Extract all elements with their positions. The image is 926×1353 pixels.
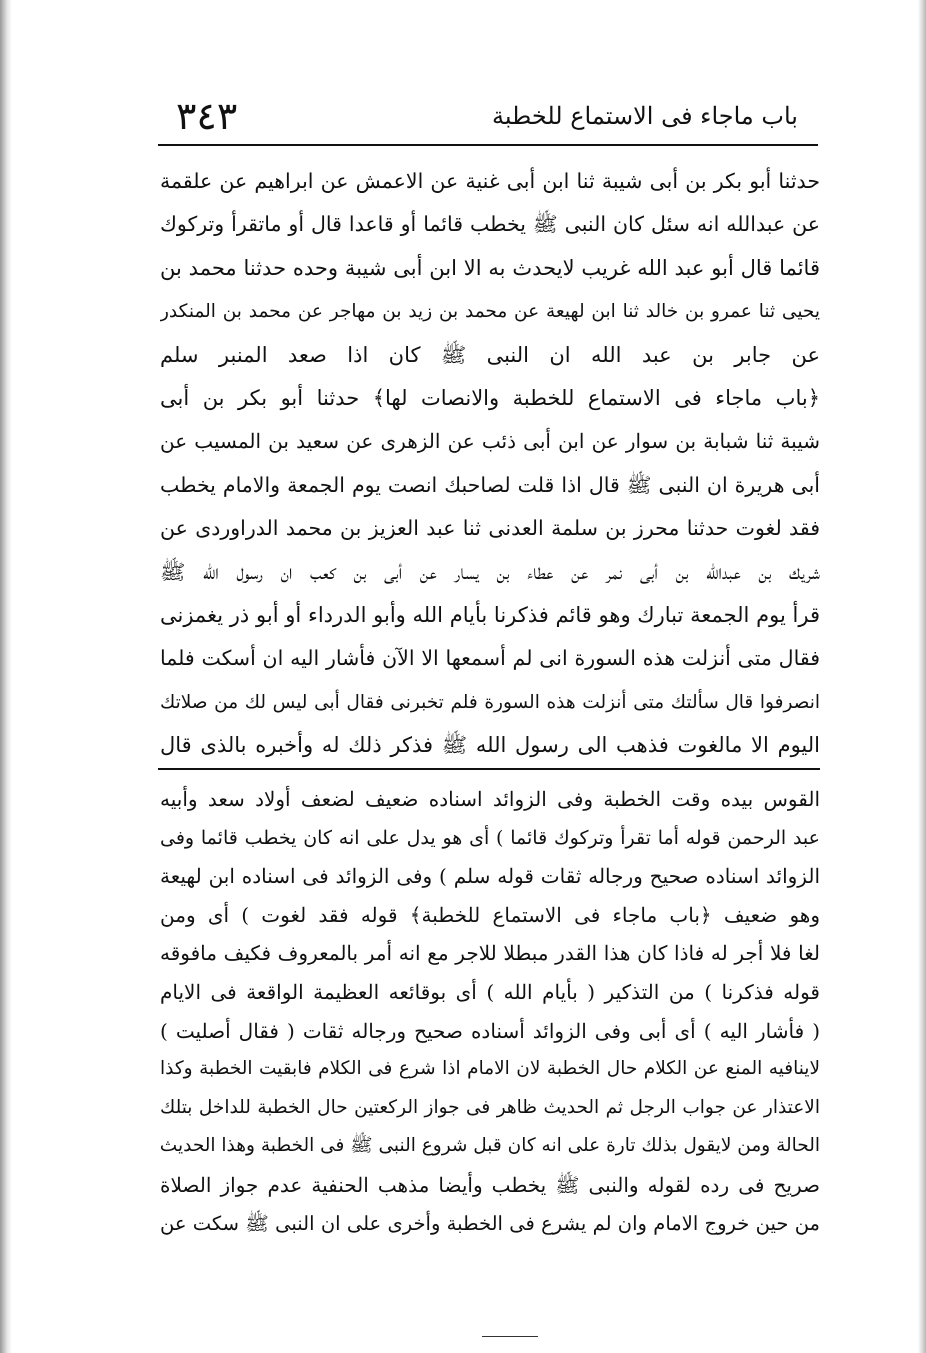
note-line: ( فأشار اليه ) أى أبى وفى الزوائد أسناده صحيح ورجاله ثقات ( فقال أصليت ) — [160, 1018, 820, 1043]
text-line: قرأ يوم الجمعة تبارك وهو قائم فذكرنا بأيام الله وأبو الدرداء أو أبو ذر يغمزنى — [160, 602, 820, 627]
note-line: صريح فى رده لقوله والنبى ﷺ يخطب وأيضا مذهب الحنفية عدم جواز الصلاة — [160, 1172, 820, 1197]
note-line: لاينافيه المنع عن الكلام حال الخطبة لان الامام اذا شرع فى الكلام فابقيت الخطبة وكذا — [160, 1058, 820, 1080]
text-line: فقال متى أنزلت هذه السورة انى لم أسمعها الا الآن فأشار اليه ان أسكت فلما — [160, 646, 820, 671]
section-divider — [158, 768, 820, 770]
note-line: عبد الرحمن قوله أما تقرأ وتركوك قائما ) أى هو يدل على انه كان يخطب قائما وفى — [160, 826, 820, 849]
note-line: الحالة ومن لايقول بذلك تارة على انه كان قبل شروع النبى ﷺ فى الخطبة وهذا الحديث — [160, 1135, 820, 1157]
note-line: الاعتذار عن جواب الرجل ثم الحديث ظاهر فى جواز الركعتين حال الخطبة للداخل بتلك — [160, 1096, 820, 1118]
chapter-title: باب ماجاء فى الاستماع للخطبة — [492, 102, 798, 130]
text-line: شيبة ثنا شبابة بن سوار عن ابن أبى ذئب عن الزهرى عن سعيد بن المسيب عن — [160, 429, 820, 454]
text-line: قائما قال أبو عبد الله غريب لايحدث به الا ابن أبى شيبة وحده حدثنا محمد بن — [160, 255, 820, 280]
hadith-text — [160, 160, 820, 767]
note-line: قوله فذكرنا ) من التذكير ( بأيام الله ) أى بوقائعه العظيمة الواقعة فى الايام — [160, 979, 820, 1004]
note-line: الزوائد اسناده صحيح ورجاله ثقات قوله سلم ) وفى الزوائد فى اسناده ابن لهيعة — [160, 864, 820, 889]
page-edge-right — [918, 0, 926, 1353]
text-line: فقد لغوت حدثنا محرز بن سلمة العدنى ثنا عبد العزيز بن محمد الدراوردى عن — [160, 516, 820, 541]
text-line: أبى هريرة ان النبى ﷺ قال اذا قلت لصاحبك انصت يوم الجمعة والامام يخطب — [160, 472, 820, 497]
note-line: من حين خروج الامام وان لم يشرع فى الخطبة وأخرى على ان النبى ﷺ سكت عن — [160, 1211, 820, 1235]
footer-rule — [482, 1336, 538, 1337]
text-line: ﴿باب ماجاء فى الاستماع للخطبة والانصات لها﴾ حدثنا أبو بكر بن أبى — [160, 385, 820, 410]
note-line: وهو ضعيف ﴿باب ماجاء فى الاستماع للخطبة﴾ قوله فقد لغوت ) أى ومن — [160, 902, 820, 927]
text-line: يحيى ثنا عمرو بن خالد ثنا ابن لهيعة عن محمد بن زيد بن مهاجر عن محمد بن المنكدر — [160, 301, 820, 323]
text-line: انصرفوا قال سألتك متى أنزلت هذه السورة فلم تخبرنى فقال أبى ليس لك من صلاتك — [160, 691, 820, 713]
page-edge-left — [0, 0, 12, 1353]
commentary-text — [160, 780, 820, 1243]
note-line: لغا فلا أجر له فاذا كان هذا القدر مبطلا للاجر مع انه أمر بالمعروف فكيف مافوقه — [160, 941, 820, 966]
text-line: عن جابر بن عبد الله ان النبى ﷺ كان اذا صعد المنبر سلم — [160, 342, 820, 367]
text-line: اليوم الا مالغوت فذهب الى رسول الله ﷺ فذكر ذلك له وأخبره بالذى قال — [160, 733, 820, 758]
note-line: القوس بيده وقت الخطبة وفى الزوائد اسناده ضعيف لضعف أولاد سعد وأبيه — [160, 787, 820, 811]
running-header — [158, 92, 818, 146]
page-number: ٣٤٣ — [176, 94, 238, 138]
text-line: شريك بن عبدالله بن أبى نمر عن عطاء بن يسار عن أبى بن كعب ان رسول الله ﷺ — [160, 559, 820, 584]
text-line: عن عبدالله انه سئل كان النبى ﷺ يخطب قائما أو قاعدا قال أو ماتقرأ وتركوك — [160, 212, 820, 237]
text-line: حدثنا أبو بكر بن أبى شيبة ثنا ابن أبى غنية عن الاعمش عن ابراهيم عن علقمة — [160, 169, 820, 193]
